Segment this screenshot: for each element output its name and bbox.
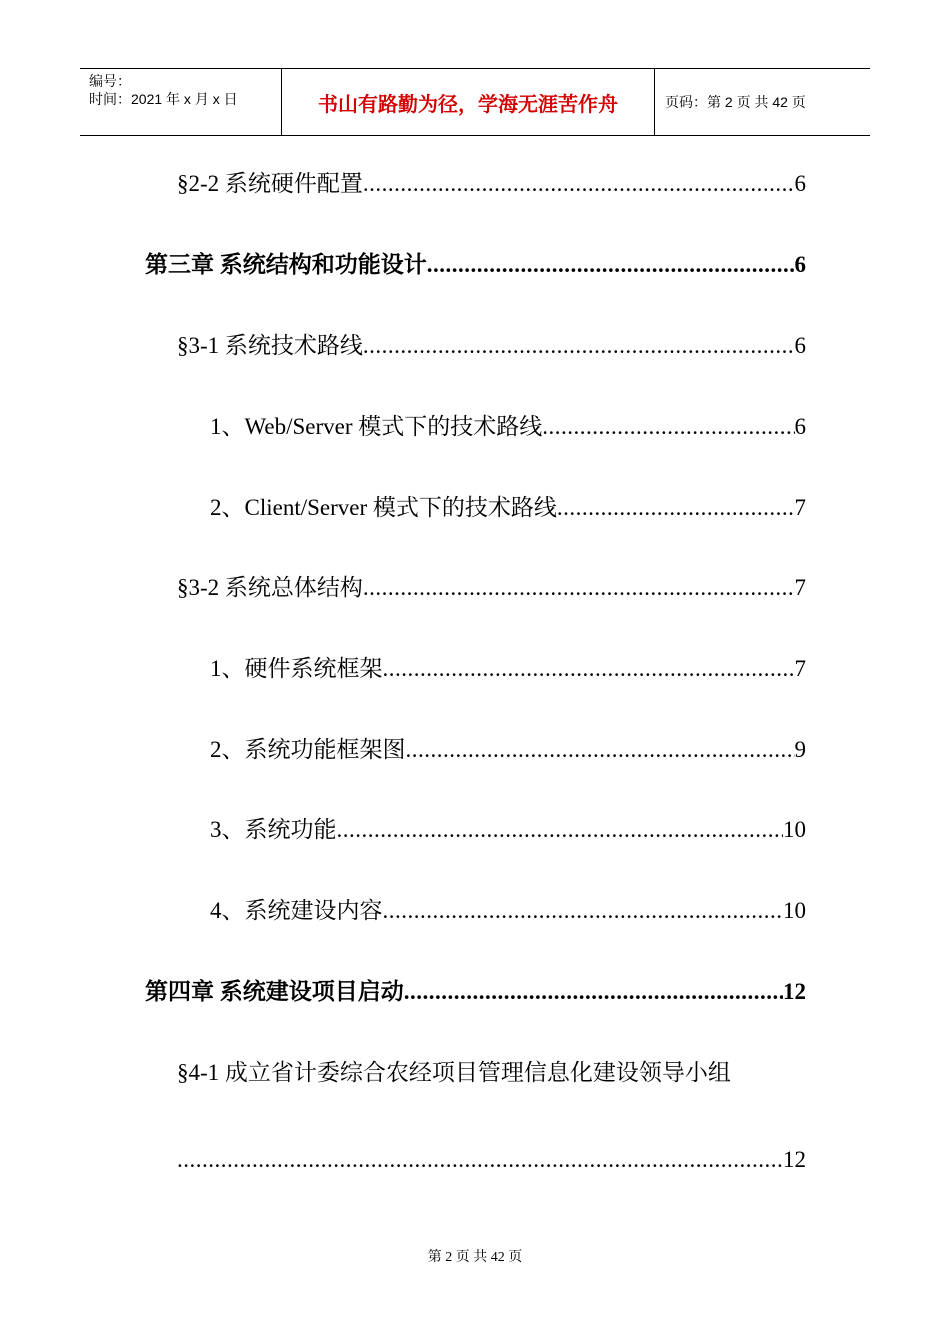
document-time-label: 时间：2021 年 x 月 x 日 — [89, 91, 238, 107]
toc-entry-page: 12 — [783, 1147, 806, 1172]
toc-leader-dots — [383, 653, 795, 685]
toc-entry[interactable] — [210, 895, 806, 927]
header-left-cell — [80, 69, 282, 135]
toc-entry-text: 第三章 系统结构和功能设计 — [145, 252, 427, 277]
toc-entry[interactable] — [210, 814, 806, 846]
toc-chapter-entry[interactable] — [145, 249, 806, 281]
toc-entry-page: 6 — [794, 333, 806, 358]
toc-leader-dots — [337, 814, 784, 846]
page-header — [80, 68, 870, 136]
toc-entry-text: 1、Web/Server 模式下的技术路线 — [210, 414, 543, 439]
toc-entry-text: 2、系统功能框架图 — [210, 737, 406, 762]
toc-entry-page: 6 — [794, 414, 806, 439]
toc-entry[interactable] — [177, 168, 806, 200]
toc-leader-dots — [177, 1144, 783, 1176]
toc-entry-page: 7 — [794, 656, 806, 681]
toc-leader-dots — [404, 976, 783, 1008]
toc-entry-text: §2-2 系统硬件配置 — [177, 171, 363, 196]
toc-leader-dots — [383, 895, 784, 927]
toc-entry-wrapped-text[interactable]: §4-1 成立省计委综合农经项目管理信息化建设领导小组 — [177, 1060, 731, 1085]
toc-leader-dots — [557, 492, 795, 524]
toc-entry-page: 10 — [783, 817, 806, 842]
toc-entry-text: 3、系统功能 — [210, 817, 337, 842]
toc-leader-dots — [406, 734, 795, 766]
toc-leader-dots — [363, 168, 795, 200]
toc-entry[interactable] — [177, 330, 806, 362]
toc-entry-page: 12 — [783, 979, 806, 1004]
toc-entry-continuation[interactable] — [177, 1144, 806, 1176]
toc-entry-page: 6 — [794, 252, 806, 277]
toc-entry[interactable] — [210, 411, 806, 443]
toc-entry[interactable] — [210, 734, 806, 766]
header-page-info: 页码：第 2 页 共 42 页 — [665, 94, 806, 110]
toc-entry[interactable] — [177, 572, 806, 604]
toc-entry-page: 10 — [783, 898, 806, 923]
toc-entry-page: 7 — [794, 495, 806, 520]
toc-entry-page: 7 — [794, 575, 806, 600]
toc-entry-page: 6 — [794, 171, 806, 196]
toc-leader-dots — [363, 572, 795, 604]
toc-entry-text: 2、Client/Server 模式下的技术路线 — [210, 495, 557, 520]
toc-leader-dots — [427, 249, 795, 281]
page-footer: 第 2 页 共 42 页 — [427, 1250, 523, 1265]
toc-entry[interactable] — [210, 492, 806, 524]
document-number-label: 编号： — [89, 73, 131, 89]
toc-entry-text: 1、硬件系统框架 — [210, 656, 383, 681]
toc-chapter-entry[interactable] — [145, 976, 806, 1008]
toc-entry-page: 9 — [794, 737, 806, 762]
toc-entry-text: §3-1 系统技术路线 — [177, 333, 363, 358]
header-motto: 书山有路勤为径，学海无涯苦作舟 — [282, 69, 655, 135]
toc-leader-dots — [363, 330, 795, 362]
toc-entry-text: 4、系统建设内容 — [210, 898, 383, 923]
toc-entry-text: §3-2 系统总体结构 — [177, 575, 363, 600]
toc-leader-dots — [542, 411, 794, 443]
toc-entry-text: 第四章 系统建设项目启动 — [145, 979, 404, 1004]
toc-entry[interactable] — [210, 653, 806, 685]
